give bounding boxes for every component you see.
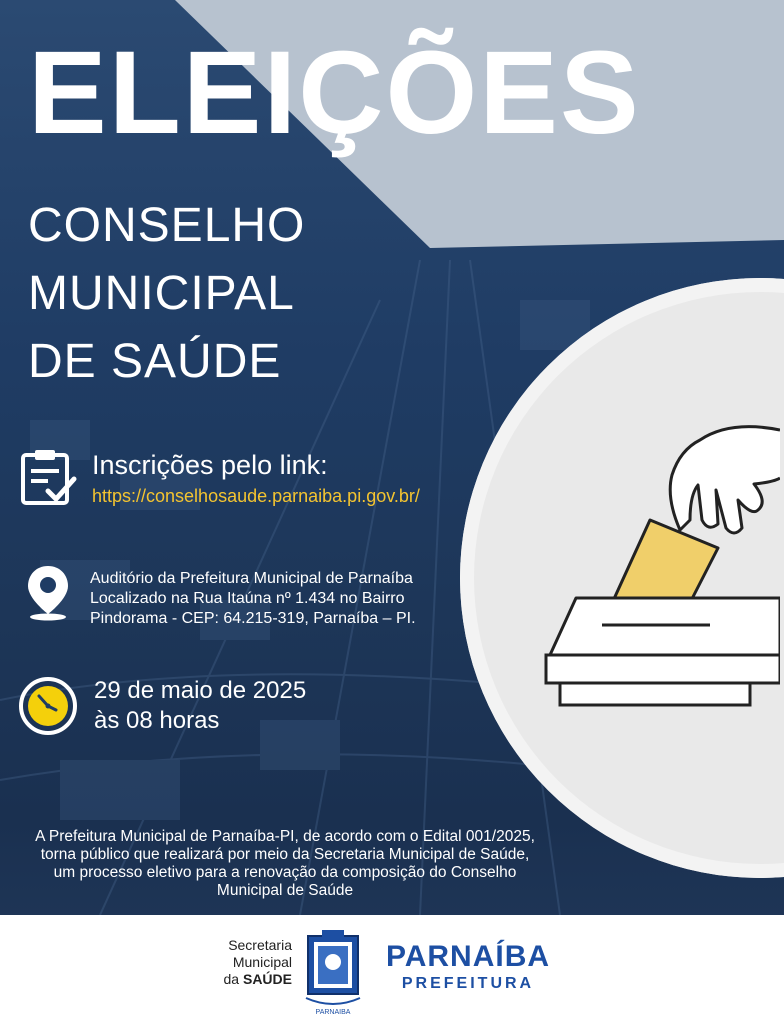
clock-icon: [18, 676, 78, 736]
notice-line: um processo eletivo para a renovação da composição do Conselho: [53, 864, 517, 881]
brand-subtitle: PREFEITURA: [401, 975, 535, 992]
prefeitura-brand: [372, 940, 564, 994]
map-pin-icon: [18, 562, 78, 622]
health-secretariat-label: [200, 937, 292, 988]
secretariat-line: Secretaria: [228, 937, 292, 953]
notice-line: torna público que realizará por meio da Secretaria Municipal de Saúde,: [40, 846, 530, 863]
notice-line: A Prefeitura Municipal de Parnaíba-PI, de acordo com o Edital 001/2025,: [35, 828, 535, 845]
subtitle-line: CONSELHO: [28, 199, 306, 252]
address-line: Auditório da Prefeitura Municipal de Parnaíba: [90, 570, 413, 587]
subtitle-line: DE SAÚDE: [28, 335, 282, 388]
address-line: Pindorama - CEP: 64.215-319, Parnaíba – PI.: [90, 610, 416, 627]
schedule-section: [18, 676, 306, 736]
address-line: Localizado na Rua Itaúna nº 1.434 no Bairro: [90, 590, 405, 607]
city-crest-logo: [302, 928, 364, 1016]
event-date: 29 de maio de 2025: [94, 677, 307, 704]
ballot-box-illustration: [540, 420, 780, 720]
subtitle-line: MUNICIPAL: [28, 267, 295, 320]
registration-link[interactable]: https://conselhosaude.parnaiba.pi.gov.br/: [92, 486, 420, 506]
clipboard-check-icon: [18, 447, 78, 507]
registration-section: [18, 447, 420, 509]
official-notice: [0, 828, 570, 900]
location-section: [18, 562, 416, 629]
registration-label: Inscrições pelo link:: [92, 450, 328, 480]
secretariat-line: Municipal: [232, 954, 292, 970]
page-title: ELEIÇÕES: [28, 27, 641, 159]
brand-name: PARNAÍBA: [385, 940, 551, 973]
event-time: às 08 horas: [94, 707, 220, 734]
notice-line: Municipal de Saúde: [216, 882, 354, 899]
secretariat-line: da SAÚDE: [223, 971, 292, 987]
council-subtitle: [28, 192, 305, 396]
svg-text:PARNAIBA: PARNAIBA: [315, 1009, 351, 1016]
